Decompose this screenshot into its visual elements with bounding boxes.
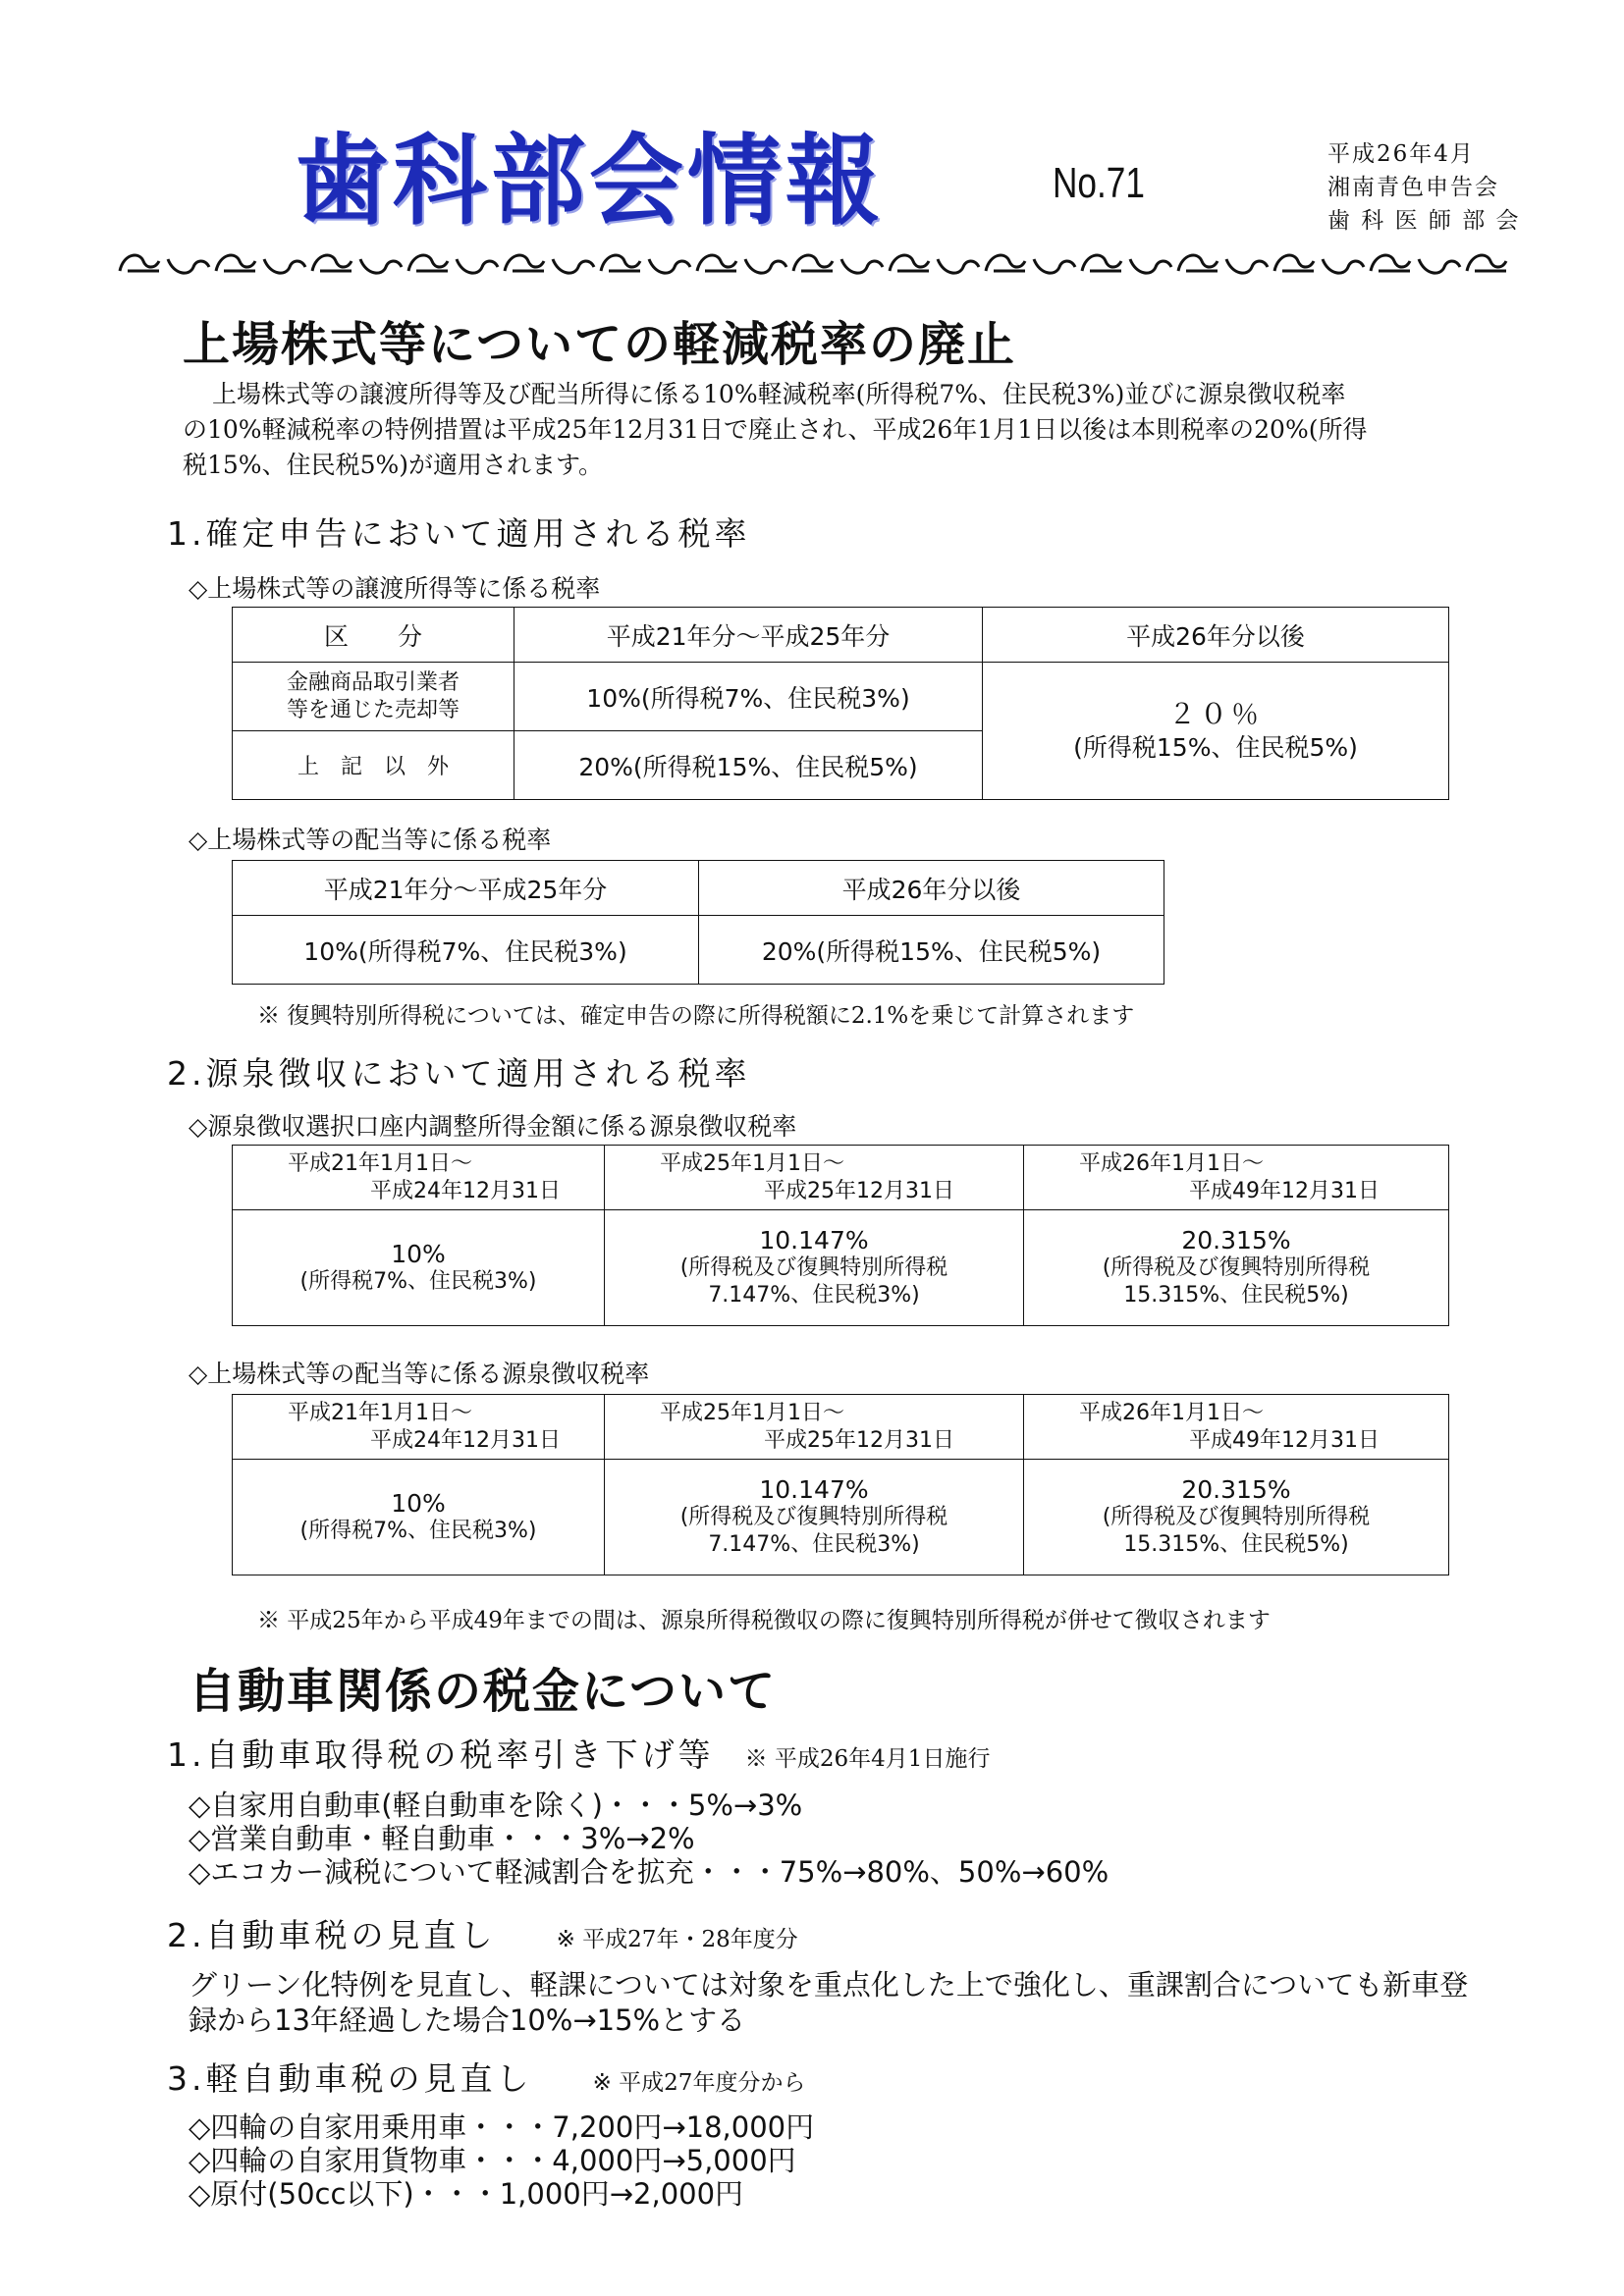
- wave-ornament: [938, 259, 979, 273]
- article2-title: 自動車関係の税金について: [189, 1664, 778, 1719]
- list-item: ◇自家用自動車(軽自動車を除く)・・・5%→3%: [189, 1789, 803, 1822]
- wave-ornament: [841, 259, 883, 273]
- header-line: 平成21年1月1日～: [288, 1150, 472, 1176]
- section-heading: 3.軽自動車税の見直し: [167, 2059, 533, 2098]
- wave-ornament: [1082, 255, 1121, 271]
- section-heading: 1.確定申告において適用される税率: [167, 514, 751, 553]
- withholding-dividend-table: [232, 1394, 1449, 1575]
- effective-note: ※ 平成26年4月1日施行: [744, 1746, 991, 1772]
- section-heading-row: [167, 2054, 805, 2100]
- wave-border-icon: [116, 247, 1510, 281]
- list-item: ◇四輪の自家用貨物車・・・4,000円→5,000円: [189, 2144, 796, 2177]
- merged-rate: ２０％: [1167, 697, 1263, 730]
- table-header: 平成26年分以後: [983, 608, 1449, 663]
- table-header: [233, 1395, 605, 1460]
- header-line: 平成24年12月31日: [370, 1178, 561, 1203]
- wave-ornament: [312, 255, 352, 271]
- newsletter-logo-title: 歯科部会情報: [295, 123, 884, 240]
- table-row-label: [233, 663, 514, 731]
- wave-ornament: [120, 255, 159, 271]
- rate-detail: (所得税7%、住民税3%): [299, 1518, 537, 1543]
- table-header: [605, 1395, 1024, 1460]
- footnote: ※ 平成25年から平成49年までの間は、源泉所得税徴収の際に復興特別所得税が併せて徴収されます: [257, 1608, 1271, 1633]
- merged-detail: (所得税15%、住民税5%): [1073, 732, 1358, 762]
- rate-detail: 7.147%、住民税3%): [708, 1282, 920, 1308]
- list-item: ◇四輪の自家用乗用車・・・7,200円→18,000円: [189, 2110, 815, 2144]
- wave-ornament: [408, 255, 448, 271]
- rate-value: 20.315%: [1181, 1474, 1291, 1504]
- table-cell: [1024, 1210, 1449, 1326]
- wave-ornament: [1130, 259, 1171, 273]
- paragraph-line: グリーン化特例を見直し、軽課については対象を重点化した上で強化し、重課割合についても新車登: [189, 1968, 1469, 2002]
- wave-ornament: [168, 259, 209, 273]
- header-line: 平成25年1月1日～: [660, 1400, 844, 1425]
- section-heading-row: [167, 1730, 990, 1776]
- rate-detail: (所得税及び復興特別所得税: [1102, 1255, 1371, 1280]
- wave-ornament: [601, 255, 640, 271]
- department-name: 歯 科 医 師 部 会: [1327, 208, 1521, 234]
- header-line: 平成24年12月31日: [370, 1427, 561, 1453]
- wave-ornament: [1323, 259, 1364, 273]
- intro-line: 上場株式等の譲渡所得等及び配当所得に係る10%軽減税率(所得税7%、住民税3%)並びに源泉徴収税率: [212, 380, 1346, 408]
- rate-detail: (所得税及び復興特別所得税: [679, 1255, 948, 1280]
- intro-line: の10%軽減税率の特例措置は平成25年12月31日で廃止され、平成26年1月1日以後は本則税率の20%(所得: [183, 415, 1368, 444]
- rate-value: 10.147%: [759, 1474, 869, 1504]
- header-line: 平成25年1月1日～: [660, 1150, 844, 1176]
- subsection-label: ◇上場株式等の譲渡所得等に係る税率: [189, 574, 601, 603]
- wave-ornament: [553, 259, 594, 273]
- rate-detail: 15.315%、住民税5%): [1123, 1282, 1349, 1308]
- wave-ornament: [986, 255, 1025, 271]
- publish-date: 平成26年4月: [1327, 141, 1475, 167]
- list-item: ◇営業自動車・軽自動車・・・3%→2%: [189, 1822, 695, 1855]
- wave-ornament: [1178, 255, 1218, 271]
- wave-ornament: [890, 255, 929, 271]
- wave-ornament: [216, 255, 255, 271]
- wave-ornament: [745, 259, 786, 273]
- decorative-border: [116, 247, 1510, 281]
- header-line: 平成26年1月1日～: [1079, 1150, 1264, 1176]
- article1-title: 上場株式等についての軽減税率の廃止: [183, 317, 1017, 372]
- rate-detail: (所得税及び復興特別所得税: [679, 1504, 948, 1529]
- table-header: 平成26年分以後: [699, 861, 1164, 916]
- wave-ornament: [1371, 255, 1410, 271]
- section-heading-row: [167, 1910, 798, 1956]
- table-cell: [233, 1210, 605, 1326]
- rate-value: 20.315%: [1181, 1225, 1291, 1255]
- automobile-tax-text: [189, 1967, 1485, 2038]
- header-line: 平成25年12月31日: [764, 1178, 954, 1203]
- rate-value: 10%: [391, 1239, 446, 1268]
- effective-note: ※ 平成27年度分から: [592, 2070, 806, 2096]
- subsection-label: ◇源泉徴収選択口座内調整所得金額に係る源泉徴収税率: [189, 1112, 797, 1141]
- wave-ornament: [360, 259, 402, 273]
- table-cell: 20%(所得税15%、住民税5%): [699, 916, 1164, 985]
- header-line: 平成49年12月31日: [1189, 1178, 1380, 1203]
- table-cell: [605, 1460, 1024, 1575]
- table-cell: [233, 1460, 605, 1575]
- section-heading: 1.自動車取得税の税率引き下げ等: [167, 1735, 715, 1774]
- footnote: ※ 復興特別所得税については、確定申告の際に所得税額に2.1%を乗じて計算されます: [257, 1003, 1135, 1029]
- subsection-label: ◇上場株式等の配当等に係る税率: [189, 826, 552, 854]
- issue-number: No.71: [1053, 159, 1145, 207]
- rate-value: 10%: [391, 1488, 446, 1518]
- withholding-account-table: [232, 1145, 1449, 1326]
- header-line: 平成49年12月31日: [1189, 1427, 1380, 1453]
- rate-detail: (所得税及び復興特別所得税: [1102, 1504, 1371, 1529]
- intro-line: 税15%、住民税5%)が適用されます。: [183, 451, 603, 479]
- list-item: ◇エコカー減税について軽減割合を拡充・・・75%→80%、50%→60%: [189, 1855, 1110, 1889]
- organization-name: 湘南青色申告会: [1327, 175, 1499, 200]
- rate-detail: (所得税7%、住民税3%): [299, 1268, 537, 1294]
- table-cell: 10%(所得税7%、住民税3%): [514, 663, 983, 731]
- paragraph-line: 録から13年経過した場合10%→15%とする: [189, 2003, 746, 2037]
- wave-ornament: [1419, 259, 1460, 273]
- wave-ornament: [649, 259, 690, 273]
- wave-ornament: [505, 255, 544, 271]
- header-line: 平成25年12月31日: [764, 1427, 954, 1453]
- table-cell: [605, 1210, 1024, 1326]
- label-line: 金融商品取引業者: [286, 669, 460, 695]
- table-cell-merged: [983, 663, 1449, 800]
- effective-note: ※ 平成27年・28年度分: [556, 1927, 798, 1952]
- section-heading: 2.自動車税の見直し: [167, 1916, 497, 1954]
- rate-detail: 7.147%、住民税3%): [708, 1531, 920, 1557]
- kei-tax-list: [189, 2110, 814, 2211]
- table-header: [233, 1146, 605, 1210]
- rate-value: 10.147%: [759, 1225, 869, 1255]
- table-cell: 20%(所得税15%、住民税5%): [514, 731, 983, 800]
- acquisition-tax-list: [189, 1789, 1109, 1889]
- article1-intro: [183, 377, 1489, 483]
- dividend-tax-rate-table: [232, 860, 1164, 985]
- table-header: 平成21年分～平成25年分: [514, 608, 983, 663]
- table-row-label: 上 記 以 外: [233, 731, 514, 800]
- table-header: [1024, 1146, 1449, 1210]
- wave-ornament: [1226, 259, 1268, 273]
- wave-ornament: [1034, 259, 1075, 273]
- wave-ornament: [1274, 255, 1314, 271]
- wave-ornament: [1467, 255, 1506, 271]
- header-line: 平成21年1月1日～: [288, 1400, 472, 1425]
- table-header: [605, 1146, 1024, 1210]
- section-heading: 2.源泉徴収において適用される税率: [167, 1054, 751, 1093]
- table-cell: [1024, 1460, 1449, 1575]
- wave-ornament: [457, 259, 498, 273]
- subsection-label: ◇上場株式等の配当等に係る源泉徴収税率: [189, 1360, 650, 1388]
- rate-detail: 15.315%、住民税5%): [1123, 1531, 1349, 1557]
- table-header: 平成21年分～平成25年分: [233, 861, 699, 916]
- wave-ornament: [697, 255, 736, 271]
- table-cell: 10%(所得税7%、住民税3%): [233, 916, 699, 985]
- list-item: ◇原付(50cc以下)・・・1,000円→2,000円: [189, 2177, 744, 2211]
- label-line: 等を通じた売却等: [286, 697, 460, 722]
- table-header: 区 分: [233, 608, 514, 663]
- header-line: 平成26年1月1日～: [1079, 1400, 1264, 1425]
- wave-ornament: [264, 259, 305, 273]
- wave-ornament: [793, 255, 833, 271]
- transfer-tax-rate-table: [232, 607, 1449, 800]
- publisher-info: [1327, 137, 1521, 238]
- table-header: [1024, 1395, 1449, 1460]
